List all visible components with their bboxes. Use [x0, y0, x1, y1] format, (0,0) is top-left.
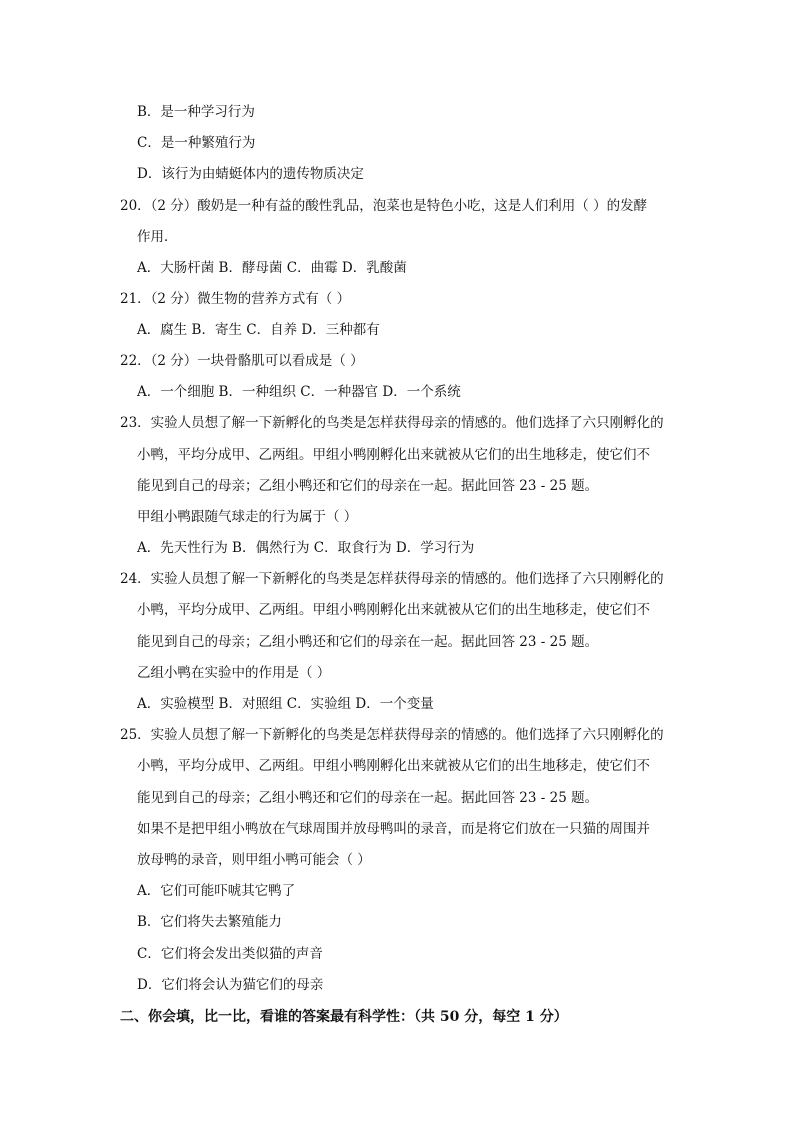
q25-stem-line4: 如果不是把甲组小鸭放在气球周围并放母鸭叫的录音，而是将它们放在一只猫的周围并	[137, 821, 650, 837]
q23-stem-line2: 小鸭，平均分成甲、乙两组。甲组小鸭刚孵化出来就被从它们的出生地移走，使它们不	[137, 447, 650, 463]
q25-option-a: A．它们可能吓唬其它鸭了	[137, 883, 296, 899]
q24-stem-line2: 小鸭，平均分成甲、乙两组。甲组小鸭刚孵化出来就被从它们的出生地移走，使它们不	[137, 602, 650, 618]
q22-stem: 22．（2 分）一块骨骼肌可以看成是（ ）	[120, 353, 364, 369]
q24-stem-line1: 24．实验人员想了解一下新孵化的鸟类是怎样获得母亲的情感的。他们选择了六只刚孵化的	[120, 571, 664, 587]
q22-options: A．一个细胞 B．一种组织 C．一种器官 D．一个系统	[137, 384, 461, 400]
q25-option-d: D．它们将会认为猫它们的母亲	[137, 977, 324, 993]
q25-stem-line3: 能见到自己的母亲；乙组小鸭还和它们的母亲在一起。据此回答 23 - 25 题。	[137, 790, 599, 806]
q19-option-b: B．是一种学习行为	[137, 104, 255, 120]
q25-stem-line1: 25．实验人员想了解一下新孵化的鸟类是怎样获得母亲的情感的。他们选择了六只刚孵化的	[120, 727, 664, 743]
q25-option-b: B．它们将失去繁殖能力	[137, 914, 282, 930]
q19-option-c: C．是一种繁殖行为	[137, 135, 256, 151]
q25-option-c: C．它们将会发出类似猫的声音	[137, 946, 323, 962]
q21-options: A．腐生 B．寄生 C．自养 D．三种都有	[137, 322, 380, 338]
q24-stem-line3: 能见到自己的母亲；乙组小鸭还和它们的母亲在一起。据此回答 23 - 25 题。	[137, 634, 599, 650]
q20-stem-line2: 作用．	[137, 229, 178, 245]
q24-stem-line4: 乙组小鸭在实验中的作用是（ ）	[137, 665, 331, 681]
q25-stem-line2: 小鸭，平均分成甲、乙两组。甲组小鸭刚孵化出来就被从它们的出生地移走，使它们不	[137, 758, 650, 774]
q25-stem-line5: 放母鸭的录音，则甲组小鸭可能会（ ）	[137, 852, 371, 868]
q23-stem-line4: 甲组小鸭跟随气球走的行为属于（ ）	[137, 509, 358, 525]
q19-option-d: D．该行为由蜻蜓体内的遗传物质决定	[137, 166, 364, 182]
q21-stem: 21．（2 分）微生物的营养方式有（ ）	[120, 291, 351, 307]
q20-stem-line1: 20．（2 分）酸奶是一种有益的酸性乳品，泡菜也是特色小吃，这是人们利用（ ）的发酵	[120, 198, 648, 214]
section-2-heading: 二、你会填，比一比，看谁的答案最有科学性：（共 50 分，每空 1 分）	[120, 1009, 568, 1025]
q23-stem-line3: 能见到自己的母亲；乙组小鸭还和它们的母亲在一起。据此回答 23 - 25 题。	[137, 478, 599, 494]
q24-options: A．实验模型 B．对照组 C．实验组 D．一个变量	[137, 696, 434, 712]
q20-options: A．大肠杆菌 B．酵母菌 C．曲霉 D．乳酸菌	[137, 260, 407, 276]
q23-stem-line1: 23．实验人员想了解一下新孵化的鸟类是怎样获得母亲的情感的。他们选择了六只刚孵化的	[120, 415, 664, 431]
q23-options: A．先天性行为 B．偶然行为 C．取食行为 D．学习行为	[137, 540, 475, 556]
